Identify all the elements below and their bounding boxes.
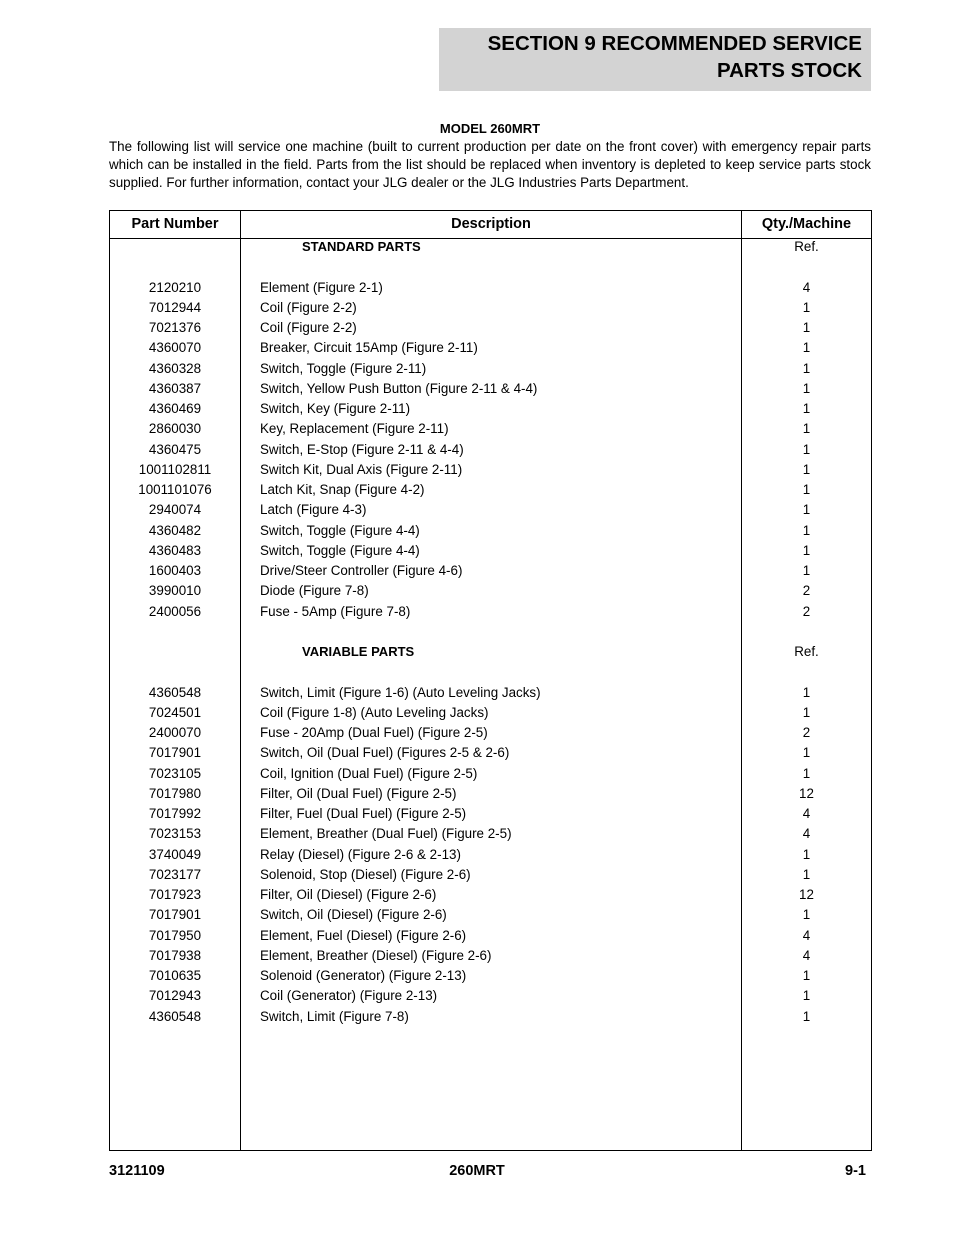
table-row — [110, 581, 871, 601]
table-row — [110, 480, 871, 500]
part-quantity: 1 — [802, 482, 811, 497]
table-row — [110, 926, 871, 946]
part-description: Latch (Figure 4-3) — [260, 502, 367, 518]
table-row — [110, 845, 871, 865]
part-quantity: 1 — [802, 846, 811, 862]
part-description: Switch, Key (Figure 2-11) — [260, 401, 411, 416]
part-quantity: 1 — [802, 441, 811, 457]
table-row — [110, 379, 871, 399]
table-row — [110, 683, 871, 703]
part-number: 7010635 — [148, 968, 202, 983]
part-number: 4360328 — [148, 360, 202, 376]
part-number: 7017980 — [148, 785, 202, 801]
part-quantity: 1 — [802, 360, 811, 376]
table-row — [110, 419, 871, 439]
table-row — [110, 541, 871, 561]
table-row — [110, 784, 871, 804]
part-number: 7017923 — [148, 887, 202, 902]
part-number: 4360548 — [148, 684, 202, 700]
part-description: Switch Kit, Dual Axis (Figure 2-11) — [260, 461, 463, 477]
part-quantity: 1 — [802, 1008, 811, 1024]
part-description: Coil (Generator) (Figure 2-13) — [260, 988, 438, 1004]
intro-paragraph: The following list will service one machine (built to current production per date on the front cover) with emergency repair parts which can be installed in the field. Parts from the list should be replaced when inventory is depleted to keep service parts stock supplied. For further information, contact your JLG dealer or the JLG Industries Parts Department. — [109, 139, 871, 190]
part-quantity: 1 — [802, 380, 811, 396]
table-row — [110, 440, 871, 460]
spacer-row — [110, 662, 871, 682]
part-description: Filter, Oil (Dual Fuel) (Figure 2-5) — [260, 785, 457, 801]
section-header — [439, 28, 871, 91]
part-quantity: 1 — [802, 502, 811, 518]
part-description: Drive/Steer Controller (Figure 4-6) — [260, 563, 463, 578]
table-row — [110, 500, 871, 520]
footer-model: 260MRT — [449, 1163, 505, 1179]
section-heading: STANDARD PARTS — [302, 239, 421, 254]
part-description: Latch Kit, Snap (Figure 4-2) — [260, 482, 425, 497]
part-quantity: 4 — [802, 806, 811, 821]
part-quantity: 1 — [802, 745, 811, 761]
section-heading: VARIABLE PARTS — [302, 644, 415, 659]
part-quantity: 1 — [802, 421, 811, 437]
part-description: Switch, Toggle (Figure 2-11) — [260, 360, 427, 376]
column-header-qty: Qty./Machine — [761, 216, 852, 232]
part-number: 7017901 — [148, 907, 202, 923]
spacer-row — [110, 622, 871, 642]
part-description: Solenoid, Stop (Diesel) (Figure 2-6) — [260, 866, 471, 882]
part-number: 1600403 — [148, 563, 202, 578]
table-row — [110, 278, 871, 298]
part-description: Switch, E-Stop (Figure 2-11 & 4-4) — [260, 441, 464, 457]
part-quantity: 1 — [802, 563, 811, 578]
part-quantity: 1 — [802, 866, 811, 882]
part-number: 2400070 — [148, 725, 202, 740]
part-description: Filter, Fuel (Dual Fuel) (Figure 2-5) — [260, 806, 467, 821]
section-heading-row — [110, 237, 871, 257]
table-row — [110, 743, 871, 763]
part-number: 7023105 — [148, 765, 202, 781]
part-quantity: 1 — [802, 988, 811, 1004]
part-quantity: 4 — [802, 947, 811, 963]
part-number: 7012944 — [148, 299, 202, 315]
table-row — [110, 561, 871, 581]
table-body — [110, 237, 871, 1027]
part-quantity: 1 — [802, 299, 811, 315]
part-quantity: 1 — [802, 320, 811, 335]
part-quantity: 1 — [802, 401, 811, 416]
table-row — [110, 723, 871, 743]
part-number: 2940074 — [148, 502, 202, 518]
footer-page-number: 9-1 — [845, 1163, 866, 1179]
part-quantity: 2 — [802, 603, 811, 619]
part-quantity: 1 — [802, 542, 811, 558]
part-quantity: 1 — [802, 704, 811, 720]
table-row — [110, 885, 871, 905]
part-description: Coil (Figure 1-8) (Auto Leveling Jacks) — [260, 704, 489, 720]
column-header-description: Description — [451, 216, 531, 232]
table-row — [110, 905, 871, 925]
section-title-line1: SECTION 9 RECOMMENDED SERVICE — [487, 32, 862, 55]
table-row — [110, 359, 871, 379]
table-row — [110, 986, 871, 1006]
table-row — [110, 1007, 871, 1027]
part-number: 7012943 — [148, 988, 202, 1004]
footer-doc-number: 3121109 — [109, 1163, 165, 1179]
part-description: Breaker, Circuit 15Amp (Figure 2-11) — [260, 340, 478, 356]
part-number: 7017992 — [148, 806, 202, 821]
part-number: 3990010 — [148, 583, 202, 599]
section-heading-row — [110, 642, 871, 662]
part-number: 1001102811 — [138, 461, 212, 477]
part-number: 4360483 — [148, 542, 202, 558]
table-row — [110, 764, 871, 784]
part-description: Fuse - 5Amp (Figure 7-8) — [260, 603, 411, 619]
part-number: 2120210 — [148, 279, 202, 295]
part-number: 4360469 — [148, 401, 202, 416]
table-row — [110, 966, 871, 986]
part-description: Filter, Oil (Diesel) (Figure 2-6) — [260, 887, 437, 902]
part-quantity: 1 — [802, 968, 811, 983]
part-description: Element, Breather (Dual Fuel) (Figure 2-5) — [260, 826, 512, 842]
part-description: Coil, Ignition (Dual Fuel) (Figure 2-5) — [260, 765, 478, 781]
model-title: MODEL 260MRT — [439, 121, 541, 136]
part-number: 7024501 — [148, 704, 202, 720]
part-description: Relay (Diesel) (Figure 2-6 & 2-13) — [260, 846, 461, 862]
part-quantity: 2 — [802, 583, 811, 599]
part-description: Switch, Oil (Dual Fuel) (Figures 2-5 & 2-6) — [260, 745, 510, 761]
part-number: 7017901 — [148, 745, 202, 761]
part-description: Key, Replacement (Figure 2-11) — [260, 421, 449, 437]
part-description: Switch, Yellow Push Button (Figure 2-11 & 4-4) — [260, 380, 538, 396]
table-row — [110, 399, 871, 419]
table-row — [110, 460, 871, 480]
part-description: Element, Breather (Diesel) (Figure 2-6) — [260, 947, 492, 963]
table-row — [110, 521, 871, 541]
part-description: Coil (Figure 2-2) — [260, 320, 357, 335]
part-quantity: 1 — [802, 461, 811, 477]
part-number: 2860030 — [148, 421, 202, 437]
part-quantity: 2 — [802, 725, 811, 740]
table-row — [110, 946, 871, 966]
part-description: Switch, Limit (Figure 1-6) (Auto Leveling Jacks) — [260, 684, 541, 700]
part-number: 4360387 — [148, 380, 202, 396]
part-quantity: 1 — [802, 522, 811, 538]
part-number: 3740049 — [148, 846, 202, 862]
part-number: 7017950 — [148, 927, 202, 943]
parts-table — [109, 210, 872, 1151]
part-number: 7023153 — [148, 826, 202, 842]
part-description: Switch, Limit (Figure 7-8) — [260, 1008, 409, 1024]
part-quantity: 4 — [802, 927, 811, 943]
table-row — [110, 602, 871, 622]
part-quantity: 4 — [802, 826, 811, 842]
part-number: 2400056 — [148, 603, 202, 619]
part-description: Element, Fuel (Diesel) (Figure 2-6) — [260, 927, 467, 943]
table-row — [110, 824, 871, 844]
table-row — [110, 703, 871, 723]
part-number: 7017938 — [148, 947, 202, 963]
part-quantity: 1 — [802, 765, 811, 781]
part-description: Switch, Toggle (Figure 4-4) — [260, 542, 420, 558]
part-quantity: 4 — [802, 279, 811, 295]
part-description: Switch, Oil (Diesel) (Figure 2-6) — [260, 907, 447, 923]
part-quantity: 1 — [802, 340, 811, 356]
part-number: 7021376 — [148, 320, 202, 335]
part-quantity: 1 — [802, 907, 811, 923]
table-row — [110, 804, 871, 824]
part-description: Element (Figure 2-1) — [260, 279, 383, 295]
part-number: 1001101076 — [138, 482, 212, 497]
part-number: 4360475 — [148, 441, 202, 457]
section-qty-note: Ref. — [794, 644, 819, 659]
table-row — [110, 318, 871, 338]
part-quantity: 12 — [799, 785, 814, 801]
part-number: 7023177 — [148, 866, 202, 882]
part-quantity: 1 — [802, 684, 811, 700]
part-description: Switch, Toggle (Figure 4-4) — [260, 522, 420, 538]
part-description: Diode (Figure 7-8) — [260, 583, 369, 599]
table-row — [110, 298, 871, 318]
part-number: 4360070 — [148, 340, 202, 356]
part-number: 4360548 — [148, 1008, 202, 1024]
part-description: Coil (Figure 2-2) — [260, 299, 357, 315]
part-quantity: 12 — [799, 887, 814, 902]
spacer-row — [110, 257, 871, 277]
table-row — [110, 338, 871, 358]
part-number: 4360482 — [148, 522, 202, 538]
section-qty-note: Ref. — [794, 239, 819, 254]
section-title-line2: PARTS STOCK — [716, 59, 862, 82]
table-row — [110, 865, 871, 885]
part-description: Fuse - 20Amp (Dual Fuel) (Figure 2-5) — [260, 725, 488, 740]
column-header-part-number: Part Number — [131, 216, 219, 232]
part-description: Solenoid (Generator) (Figure 2-13) — [260, 968, 467, 983]
